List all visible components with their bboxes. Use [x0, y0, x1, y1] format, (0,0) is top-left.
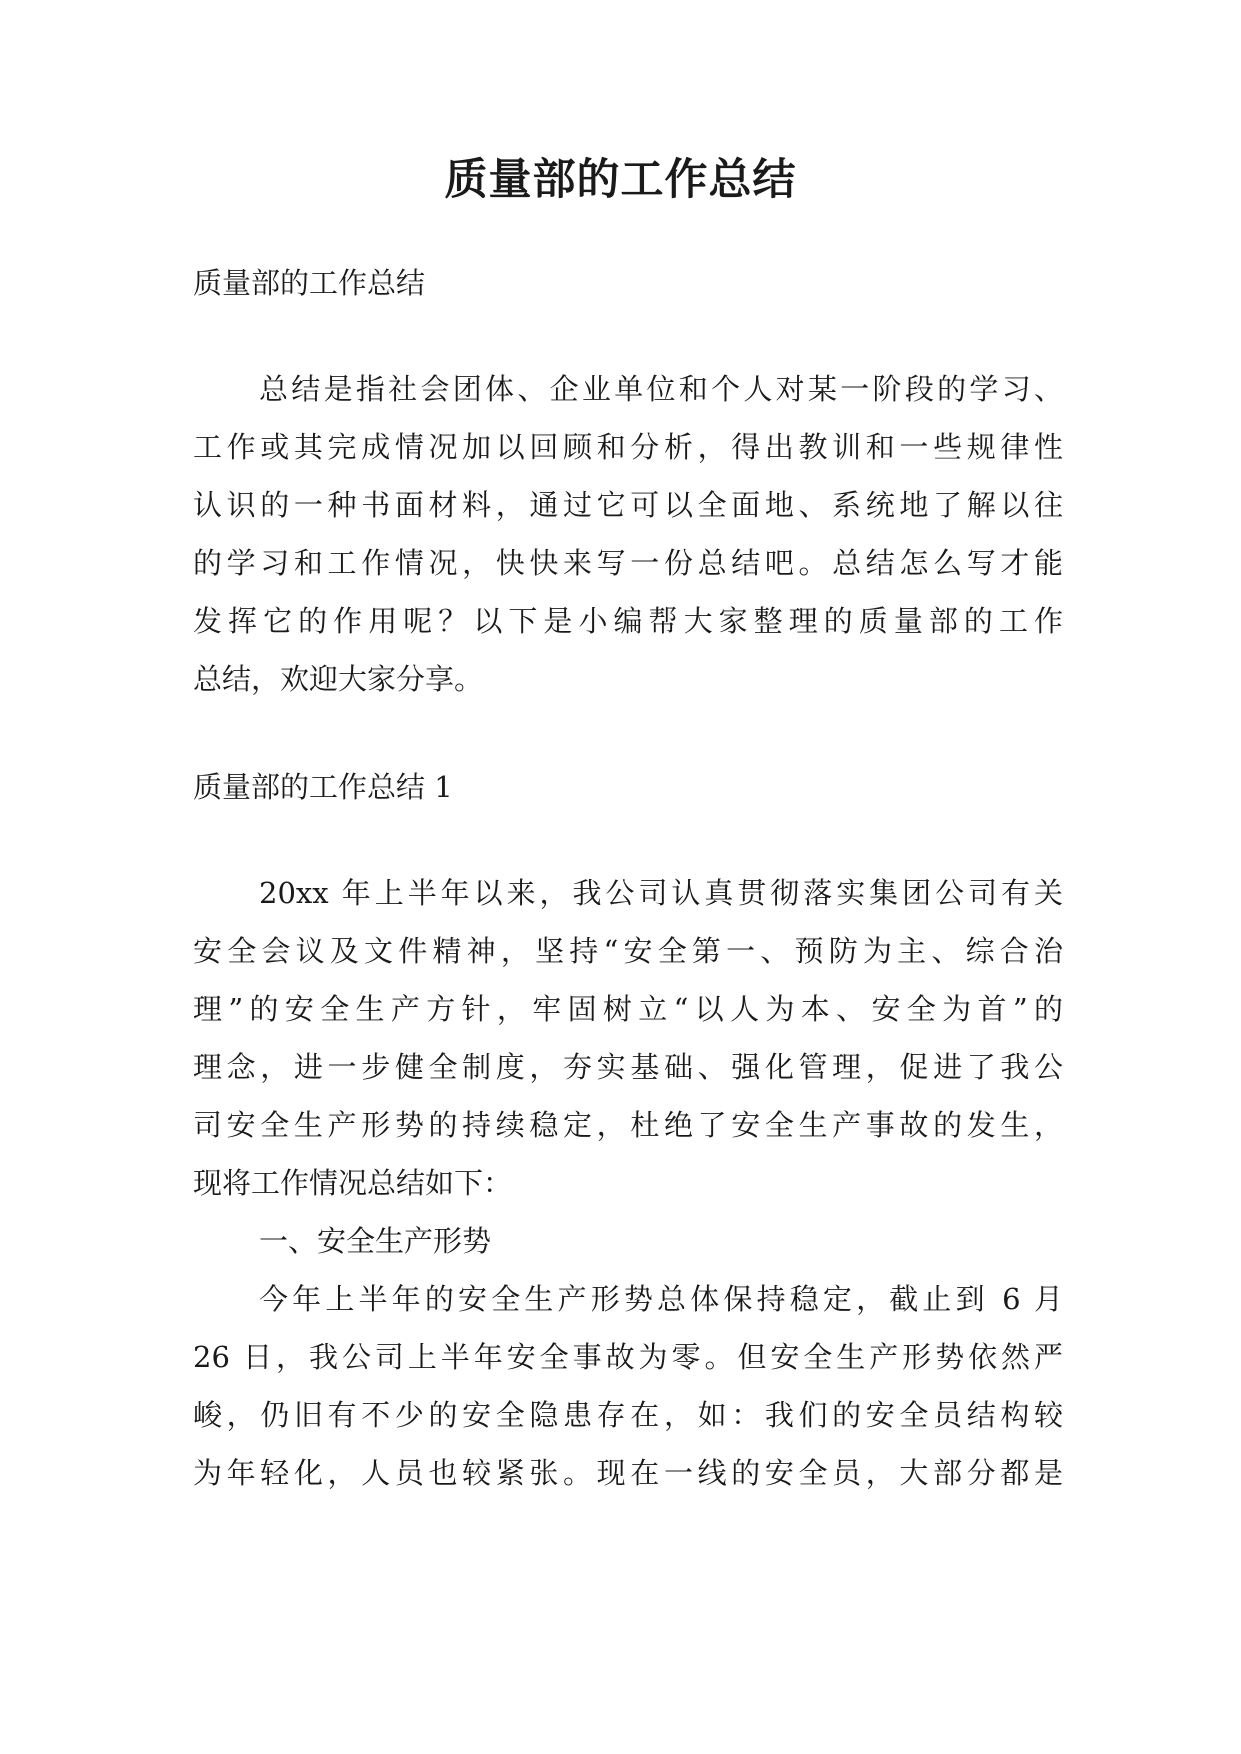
paragraph-line: 工作或其完成情况加以回顾和分析，得出教训和一些规律性 — [193, 430, 1063, 464]
paragraph-line: 的学习和工作情况，快快来写一份总结吧。总结怎么写才能 — [193, 546, 1063, 580]
paragraph-line: 20xx 年上半年以来，我公司认真贯彻落实集团公司有关 — [259, 876, 1063, 910]
paragraph-line: 认识的一种书面材料，通过它可以全面地、系统地了解以往 — [193, 488, 1063, 522]
subsection-heading: 一、安全生产形势 — [259, 1224, 492, 1258]
paragraph-line: 总结，欢迎大家分享。 — [193, 662, 484, 696]
document-subtitle: 质量部的工作总结 — [193, 266, 426, 300]
paragraph-line: 为年轻化，人员也较紧张。现在一线的安全员，大部分都是 — [193, 1456, 1063, 1490]
paragraph-line: 理念，进一步健全制度，夯实基础、强化管理，促进了我公 — [193, 1050, 1063, 1084]
paragraph-line: 理”的安全生产方针，牢固树立“以人为本、安全为首”的 — [193, 992, 1063, 1026]
paragraph-line: 司安全生产形势的持续稳定，杜绝了安全生产事故的发生， — [193, 1108, 1063, 1142]
paragraph-line: 峻，仍旧有不少的安全隐患存在，如：我们的安全员结构较 — [193, 1398, 1063, 1432]
intro-paragraph — [193, 360, 1063, 708]
document-title: 质量部的工作总结 — [444, 155, 797, 205]
section-paragraph — [193, 864, 1063, 1502]
paragraph-line: 总结是指社会团体、企业单位和个人对某一阶段的学习、 — [259, 372, 1063, 406]
paragraph-line: 安全会议及文件精神，坚持“安全第一、预防为主、综合治 — [193, 934, 1063, 968]
paragraph-line: 26 日，我公司上半年安全事故为零。但安全生产形势依然严 — [193, 1340, 1063, 1374]
paragraph-line: 发挥它的作用呢？以下是小编帮大家整理的质量部的工作 — [193, 604, 1063, 638]
paragraph-line: 今年上半年的安全生产形势总体保持稳定，截止到 6 月 — [259, 1282, 1063, 1316]
section-heading: 质量部的工作总结 1 — [193, 770, 453, 804]
paragraph-line: 现将工作情况总结如下： — [193, 1166, 513, 1200]
